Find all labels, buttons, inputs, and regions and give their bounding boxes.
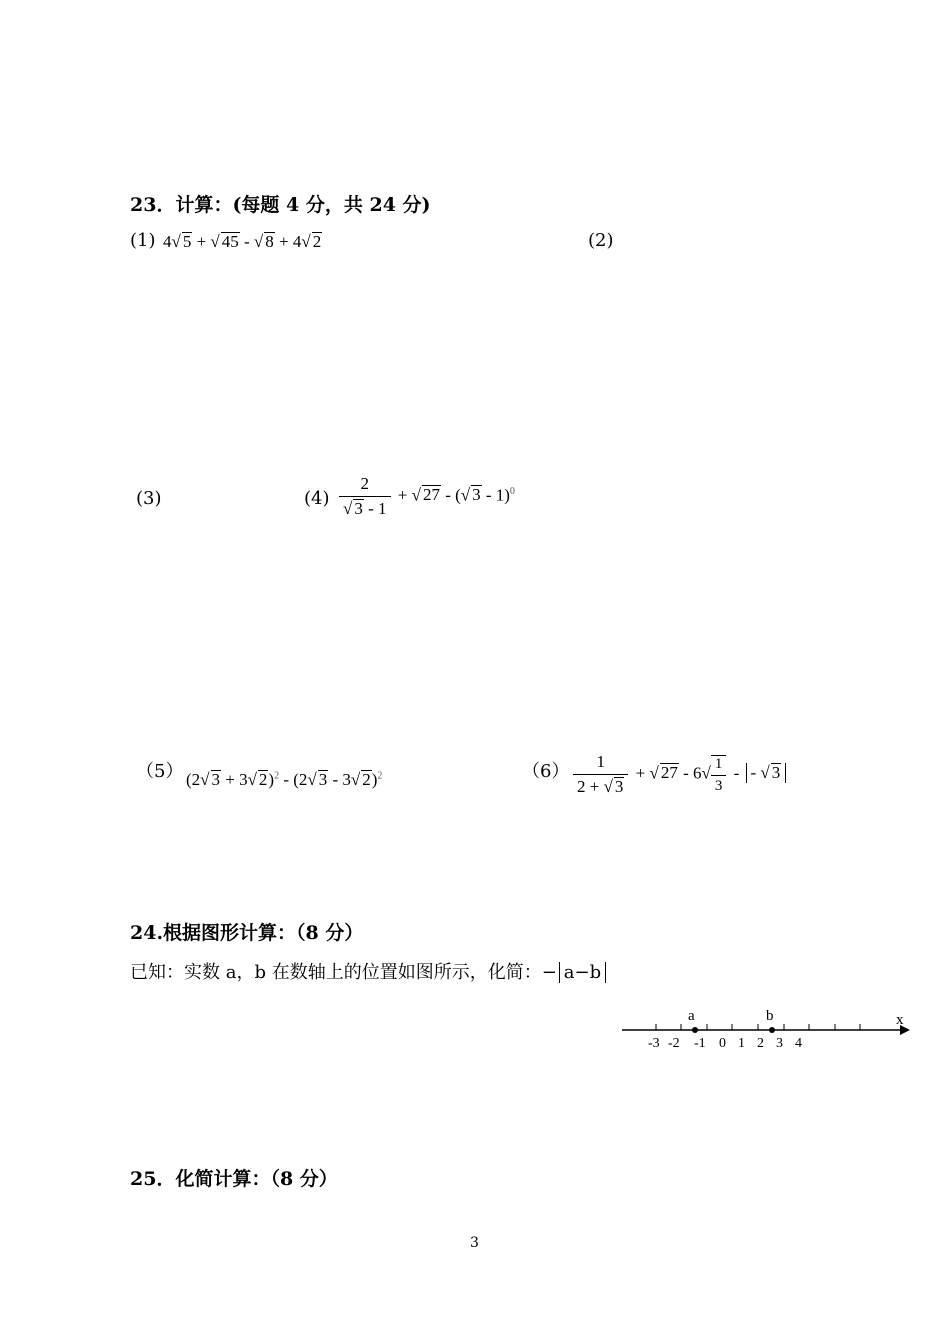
q23-p1-label: (1) bbox=[130, 230, 156, 251]
q23-p4-label: (4) bbox=[304, 488, 330, 509]
tick-label: 0 bbox=[719, 1036, 726, 1051]
page-number: 3 bbox=[470, 1235, 479, 1251]
q24-text bbox=[130, 958, 608, 984]
tick-label: 2 bbox=[757, 1036, 764, 1051]
number-line-ticks bbox=[656, 1024, 860, 1030]
tick-label: -3 bbox=[648, 1036, 660, 1051]
point-b-dot bbox=[769, 1027, 775, 1033]
q23-title: 23．计算：(每题 4 分，共 24 分) bbox=[130, 194, 431, 216]
q23-p5-expr: (2√ 3 + 3√ 2)$^2$ - (2√ 3 - 3√ 2)$^2$ bbox=[186, 770, 383, 789]
q24-title: 24.根据图形计算：（8 分） bbox=[130, 922, 364, 944]
q23-p4-fraction: $\frac{2}{√ 3 - 1}$ bbox=[339, 474, 391, 519]
number-line bbox=[618, 1002, 918, 1054]
q23-p6-label: （6） bbox=[522, 761, 570, 782]
q23-p2-label: (2) bbox=[588, 230, 614, 251]
q24-expr: − a−b bbox=[542, 962, 608, 983]
q23-p1-expr: 4√ 5 + √ 45 - √ 8 + 4√ 2 bbox=[163, 232, 322, 251]
point-b-label: b bbox=[766, 1008, 774, 1024]
q23-p6-expr: $\frac{1}{2 + √ 3}$ + √ 27 - 6√ $\frac{1}{3}$ - - √ 3 bbox=[570, 752, 788, 797]
axis-x-label: x bbox=[896, 1012, 904, 1028]
q23-p4-expr: $\frac{2}{√ 3 - 1}$ + √ 27 - (√ 3 - 1)$^0$ bbox=[336, 474, 515, 519]
q25-title: 25．化简计算：（8 分） bbox=[130, 1168, 338, 1190]
tick-label: 3 bbox=[776, 1036, 783, 1051]
tick-label: 4 bbox=[795, 1036, 802, 1051]
tick-label: -1 bbox=[694, 1036, 706, 1051]
q23-p3-label: (3) bbox=[136, 488, 162, 509]
point-a-dot bbox=[692, 1027, 698, 1033]
tick-label: -2 bbox=[668, 1036, 680, 1051]
point-a-label: a bbox=[688, 1008, 695, 1024]
q23-p5-label: （5） bbox=[136, 761, 184, 782]
q23-p6-fraction: $\frac{1}{2 + √ 3}$ bbox=[573, 752, 628, 797]
q24-statement: 已知：实数 a，b 在数轴上的位置如图所示，化简： bbox=[130, 962, 542, 983]
tick-label: 1 bbox=[738, 1036, 745, 1051]
